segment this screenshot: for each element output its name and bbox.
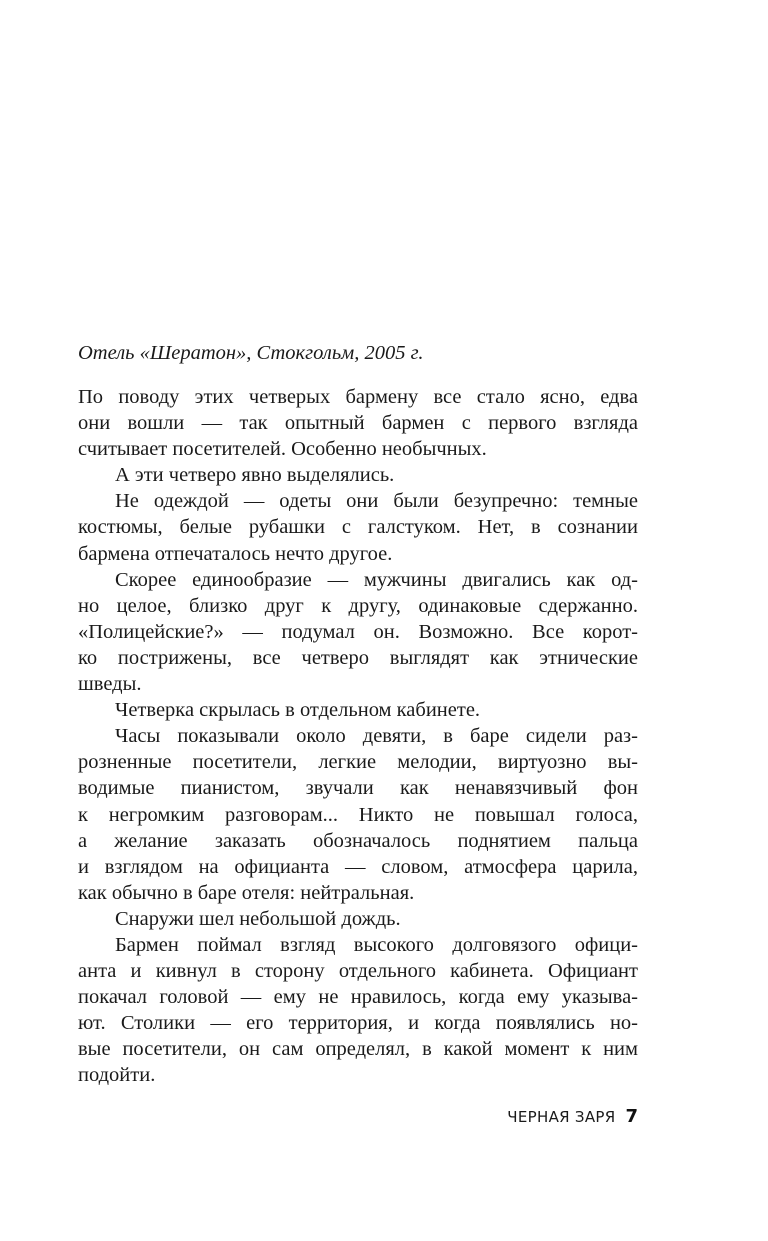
running-title: ЧЕРНАЯ ЗАРЯ [507, 1108, 616, 1126]
text-line: покачал головой — ему не нравилось, когда ему указыва- [78, 986, 638, 1009]
main-text [78, 384, 638, 1089]
text-line: Снаружи шел небольшой дождь. [115, 907, 401, 930]
text-line: они вошли — так опытный бармен с первого взгляда [78, 412, 638, 435]
page-number: 7 [625, 1106, 638, 1127]
text-line: к негромким разговорам... Никто не повышал голоса, [78, 803, 638, 826]
text-line: Бармен поймал взгляд высокого долговязого офици- [115, 933, 638, 956]
text-line: костюмы, белые рубашки с галстуком. Нет, в сознании [78, 516, 638, 539]
text-line: подойти. [78, 1064, 156, 1087]
text-line: розненные посетители, легкие мелодии, виртуозно вы- [78, 751, 638, 774]
text-line: как обычно в баре отеля: нейтральная. [78, 881, 415, 904]
text-line: Четверка скрылась в отдельном кабинете. [115, 699, 481, 722]
text-line: Не одеждой — одеты они были безупречно: темные [115, 490, 638, 513]
text-line: ют. Столики — его территория, и когда появлялись но- [78, 1012, 638, 1035]
text-line: анта и кивнул в сторону отдельного кабинета. Официант [78, 960, 638, 983]
epigraph-location-date: Отель «Шератон», Стокгольм, 2005 г. [78, 342, 424, 364]
text-line: ко пострижены, все четверо выглядят как этнические [78, 646, 638, 669]
text-line: Скорее единообразие — мужчины двигались как од- [115, 568, 638, 591]
page-footer [0, 1106, 638, 1127]
text-line: бармена отпечаталось нечто другое. [78, 542, 393, 565]
text-line: вые посетители, он сам определял, в какой момент к ним [78, 1038, 638, 1061]
text-line: Часы показывали около девяти, в баре сидели раз- [115, 725, 638, 748]
text-line: А эти четверо явно выделялись. [115, 464, 395, 487]
text-line: шведы. [78, 673, 142, 696]
text-line: водимые пианистом, звучали как ненавязчивый фон [78, 777, 638, 800]
text-line: и взглядом на официанта — словом, атмосфера царила, [78, 855, 638, 878]
text-line: но целое, близко друг к другу, одинаковые сдержанно. [78, 594, 638, 617]
text-line: «Полицейские?» — подумал он. Возможно. Все корот- [78, 620, 638, 643]
text-line: По поводу этих четверых бармену все стало ясно, едва [78, 386, 638, 408]
text-line: считывает посетителей. Особенно необычных. [78, 438, 487, 461]
text-line: а желание заказать обозначалось поднятием пальца [78, 829, 638, 852]
